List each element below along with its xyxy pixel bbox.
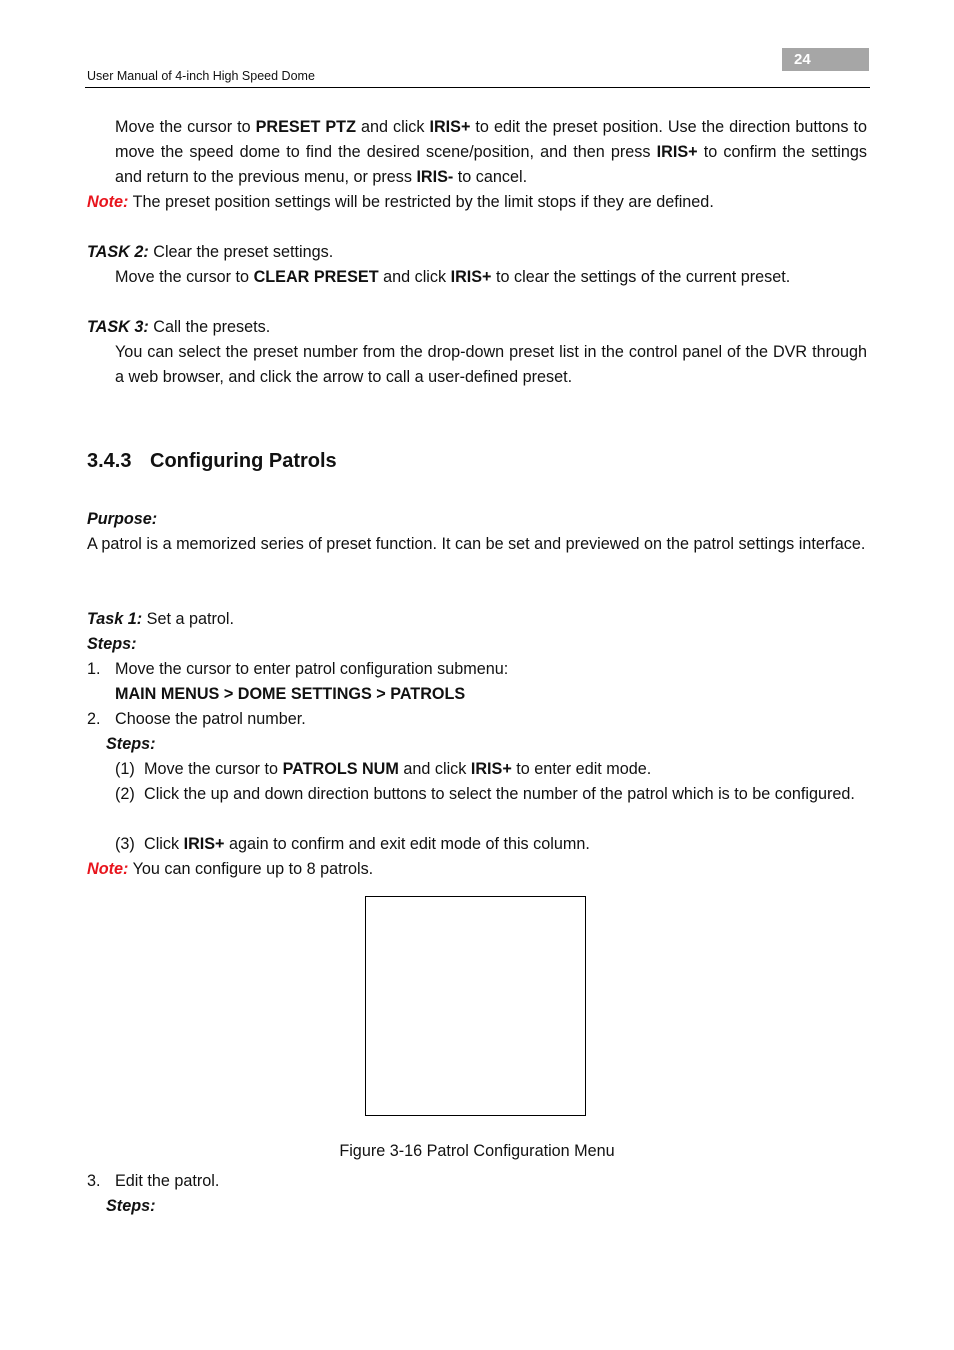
task3-body: You can select the preset number from the drop-down preset list in the control panel of the DVR through a web browser, and click the arrow to call a user-defined preset. — [115, 343, 867, 386]
running-header: User Manual of 4-inch High Speed Dome — [87, 69, 315, 83]
task3-heading: TASK 3: Call the presets. — [87, 318, 271, 336]
step-3-text: Edit the patrol. — [115, 1172, 220, 1190]
substep-2-number: (2) — [115, 785, 135, 803]
purpose-text: A patrol is a memorized series of preset function. It can be set and previewed on the patrol settings interface. — [87, 535, 866, 553]
substep-2-text: Click the up and down direction buttons to select the number of the patrol which is to be configured. — [144, 785, 855, 803]
step-3-steps-label: Steps: — [106, 1197, 156, 1215]
step-2-number: 2. — [87, 710, 101, 728]
substep-1-text: Move the cursor to PATROLS NUM and click IRIS+ to enter edit mode. — [144, 760, 652, 778]
substep-1-number: (1) — [115, 760, 135, 778]
step-1-number: 1. — [87, 660, 101, 678]
step-1-text: Move the cursor to enter patrol configuration submenu: — [115, 660, 509, 678]
section-heading — [87, 447, 337, 475]
step-2-steps-label: Steps: — [106, 735, 156, 753]
steps-label: Steps: — [87, 635, 137, 653]
substep-3-text: Click IRIS+ again to confirm and exit edit mode of this column. — [144, 835, 590, 853]
header-rule — [85, 87, 870, 88]
substep-3-number: (3) — [115, 835, 135, 853]
note-label: Note: — [87, 860, 129, 878]
note-limit-stops: Note: The preset position settings will be restricted by the limit stops if they are defined. — [87, 193, 714, 211]
purpose-label: Purpose: — [87, 510, 158, 528]
section-number: 3.4.3 — [87, 450, 132, 472]
note-label: Note: — [87, 193, 129, 211]
task1-heading: Task 1: Set a patrol. — [87, 610, 234, 628]
figure-placeholder — [365, 896, 586, 1116]
section-title: Configuring Patrols — [150, 450, 337, 472]
task2-body: Move the cursor to CLEAR PRESET and click IRIS+ to clear the settings of the current preset. — [115, 268, 791, 286]
step-2-text: Choose the patrol number. — [115, 710, 306, 728]
figure-caption: Figure 3-16 Patrol Configuration Menu — [339, 1142, 615, 1160]
step-3-number: 3. — [87, 1172, 101, 1190]
menu-path: MAIN MENUS > DOME SETTINGS > PATROLS — [115, 685, 466, 703]
task2-heading: TASK 2: Clear the preset settings. — [87, 243, 334, 261]
note-patrol-limit: Note: You can configure up to 8 patrols. — [87, 860, 374, 878]
page-number: 24 — [782, 48, 869, 71]
preset-ptz-paragraph: Move the cursor to PRESET PTZ and click IRIS+ to edit the preset position. Use the direction buttons to move the speed dome to find the desired scene/position, and then press IRIS+ to confirm the settings and return to the previous menu, or press IRIS- to cancel. — [115, 118, 867, 186]
